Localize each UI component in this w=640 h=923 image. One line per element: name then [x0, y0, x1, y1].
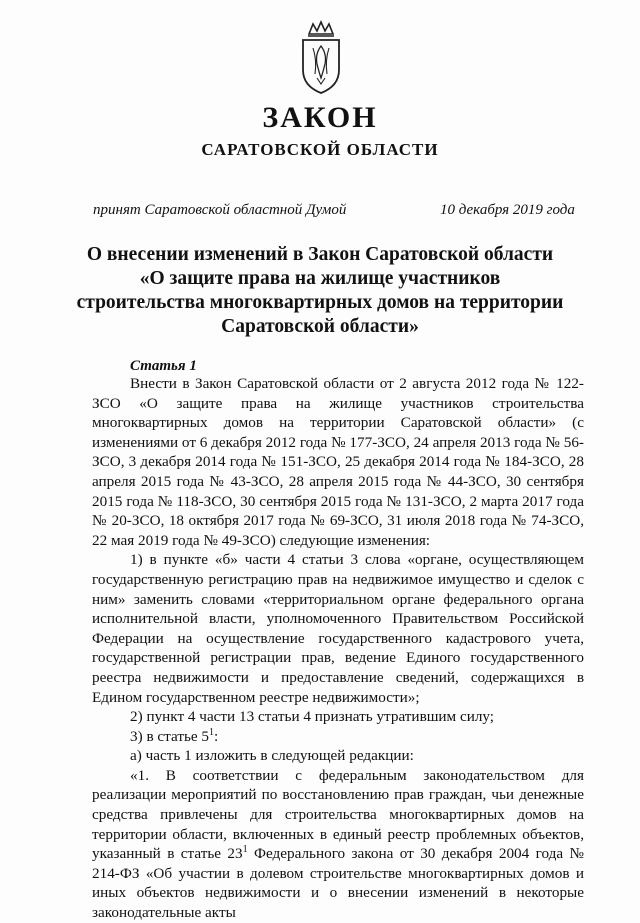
heading-line: «О защите права на жилище участников	[139, 268, 501, 289]
heading-line: строительства многоквартирных домов на территории	[76, 292, 564, 313]
article-body	[92, 374, 584, 923]
paragraph: Внести в Закон Саратовской области от 2 августа 2012 года № 122-ЗСО «О защите права на жилище участников строительства многоквартирных домов на территории Саратовской области» (с изменениями от 6 декабря 2012 года № 177-ЗСО, 24 апреля 2013 года № 56-ЗСО, 3 декабря 2014 года № 151-ЗСО, 25 декабря 2014 года № 184-ЗСО, 28 апреля 2015 года № 43-ЗСО, 28 апреля 2015 года № 44-ЗСО, 30 сентября 2015 года № 118-ЗСО, 30 сентября 2015 года № 131-ЗСО, 2 марта 2017 года № 20-ЗСО, 18 октября 2017 года № 69-ЗСО, 31 июля 2018 года № 74-ЗСО, 22 мая 2019 года № 49-ЗСО) следующие изменения:	[92, 375, 584, 549]
heading-line: Саратовской области»	[221, 316, 419, 337]
paragraph: 2) пункт 4 части 13 статьи 4 признать утратившим силу;	[130, 708, 495, 726]
paragraph-text: Федерального закона от 30 декабря 2004 года № 214-ФЗ «Об участии в долевом строительстве многоквартирных домов и иных объектов недвижимости и о внесении изменений в некоторые законодательные акты	[92, 845, 584, 922]
article-label: Статья 1	[130, 358, 197, 374]
paragraph	[92, 766, 584, 923]
adoption-date: 10 декабря 2019 года	[440, 202, 575, 218]
adopted-by-note: принят Саратовской областной Думой	[93, 202, 347, 218]
document-subtitle: САРАТОВСКОЙ ОБЛАСТИ	[201, 140, 439, 159]
paragraph: а) часть 1 изложить в следующей редакции:	[130, 747, 414, 765]
law-heading	[60, 243, 580, 339]
paragraph: 1) в пункте «б» части 4 статьи 3 слова «органе, осуществляющем государственную регистрацию прав на недвижимое имущество и сделок с ним» заменить словами «территориальном органе федерального органа исполнительной власти, уполномоченного Правительством Российской Федерации на осуществление государственного кадастрового учета, государственной регистрации прав, ведение Единого государственного реестра недвижимости и предоставление сведений, содержащихся в Едином государственном реестре недвижимости»;	[92, 551, 584, 706]
heading-line: О внесении изменений в Закон Саратовской области	[86, 244, 554, 265]
superscript: 1	[242, 844, 248, 856]
paragraph-text: :	[214, 727, 219, 745]
superscript: 1	[209, 726, 215, 738]
paragraph-text: «1. В соответствии с федеральным законодательством для реализации мероприятий по восстановлению прав граждан, чьи денежные средства привлечены для строительства многоквартирных домов на территории области, включенных в единый реестр проблемных объектов, указанный в статье 23	[92, 766, 584, 863]
document-title: ЗАКОН	[262, 101, 378, 134]
paragraph-text: 3) в статье 5	[130, 727, 210, 745]
paragraph	[92, 727, 584, 747]
coat-of-arms-icon	[299, 20, 343, 96]
